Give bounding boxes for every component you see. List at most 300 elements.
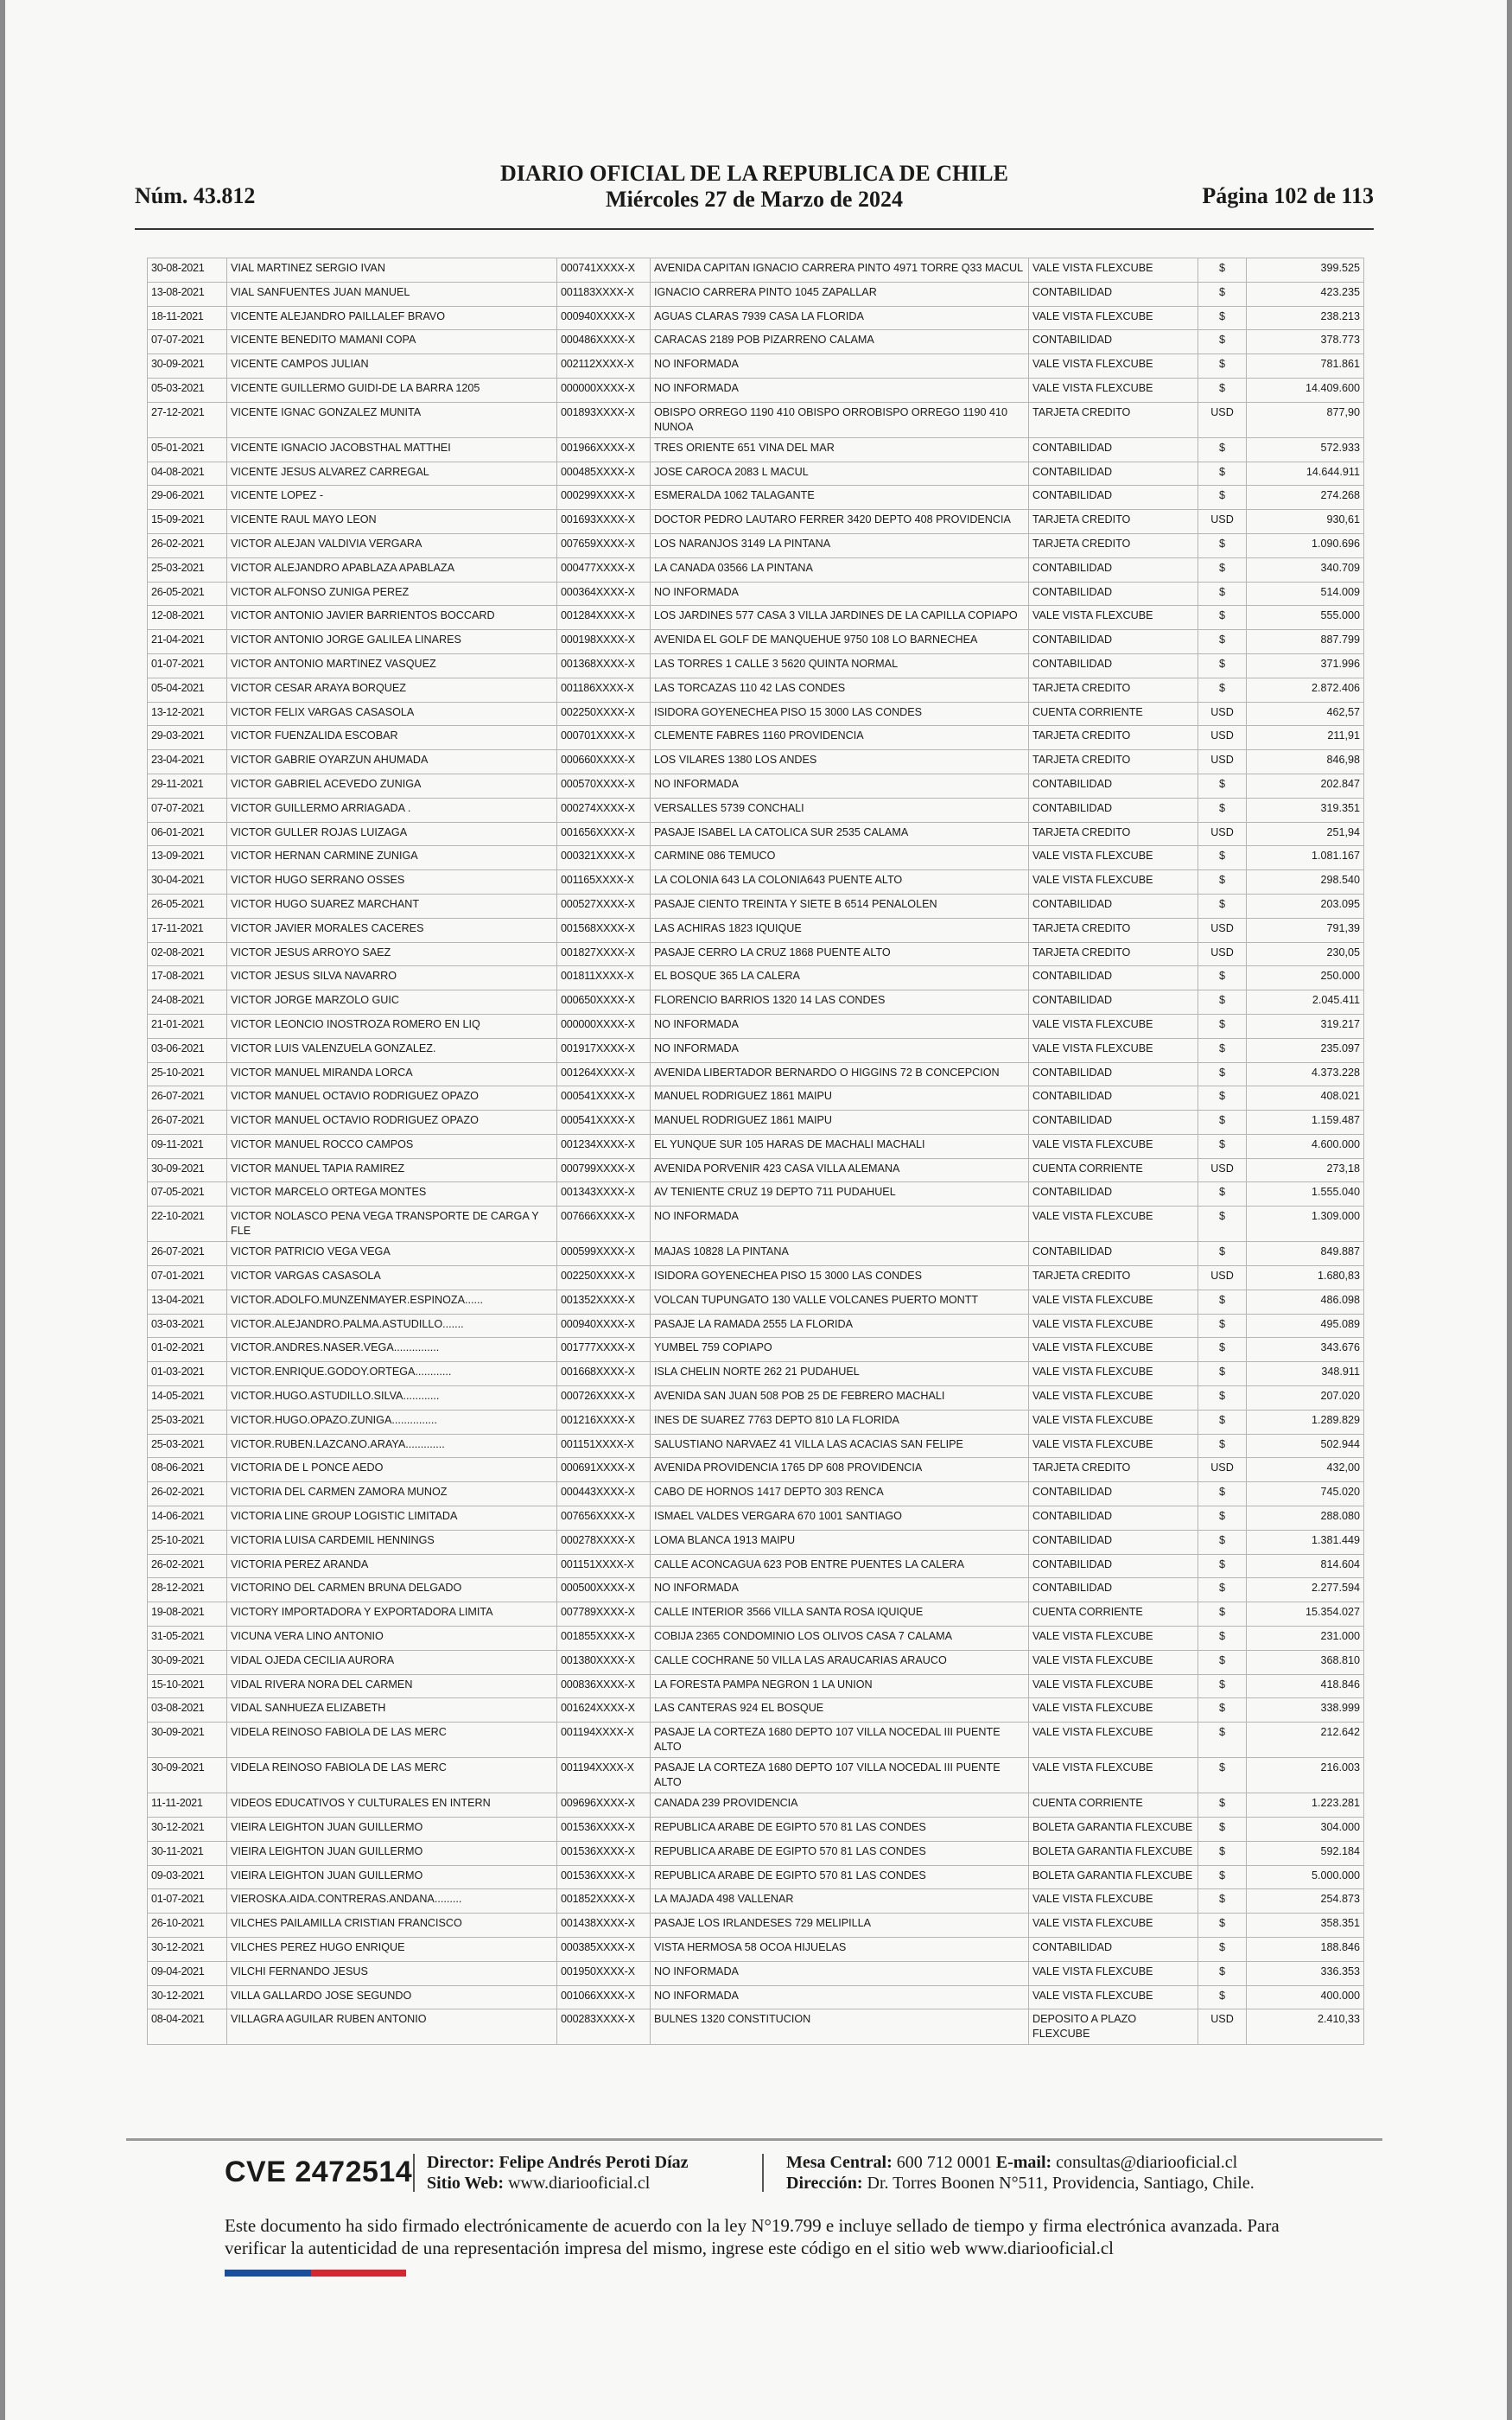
cell-name: VICTOR.ANDRES.NASER.VEGA............... (227, 1338, 557, 1362)
table-row (148, 378, 1364, 402)
cell-cur: USD (1198, 402, 1247, 437)
cell-date: 25-03-2021 (148, 1410, 227, 1434)
footer-divider (413, 2154, 415, 2192)
cell-acct: 001183XXXX-X (557, 282, 651, 306)
cell-type: TARJETA CREDITO (1029, 822, 1198, 846)
cell-name: VICTORIA PEREZ ARANDA (227, 1554, 557, 1578)
cell-amt: 304.000 (1247, 1818, 1364, 1842)
cell-acct: 000486XXXX-X (557, 330, 651, 354)
cell-name: VIDAL SANHUEZA ELIZABETH (227, 1698, 557, 1723)
cell-address: LA MAJADA 498 VALLENAR (651, 1889, 1029, 1914)
cell-acct: 000321XXXX-X (557, 846, 651, 870)
table-row (148, 822, 1364, 846)
footer-rule (126, 2138, 1382, 2141)
cell-address: ISLA CHELIN NORTE 262 21 PUDAHUEL (651, 1362, 1029, 1386)
cell-acct: 001352XXXX-X (557, 1290, 651, 1314)
cell-acct: 001380XXXX-X (557, 1650, 651, 1674)
cell-date: 26-05-2021 (148, 582, 227, 606)
email-label: E-mail: (995, 2153, 1052, 2172)
cell-name: VICTORIA DE L PONCE AEDO (227, 1458, 557, 1482)
table-row (148, 1554, 1364, 1578)
cell-cur: $ (1198, 653, 1247, 678)
cell-name: VICENTE CAMPOS JULIAN (227, 354, 557, 379)
cell-amt: 555.000 (1247, 606, 1364, 630)
cell-type: CONTABILIDAD (1029, 1938, 1198, 1962)
cell-address: PASAJE LA CORTEZA 1680 DEPTO 107 VILLA NOCEDAL III PUENTE ALTO (651, 1723, 1029, 1758)
cell-name: VICTOR GULLER ROJAS LUIZAGA (227, 822, 557, 846)
cell-acct: 000650XXXX-X (557, 990, 651, 1015)
cell-cur: $ (1198, 1182, 1247, 1207)
cell-date: 01-07-2021 (148, 1889, 227, 1914)
cell-acct: 001950XXXX-X (557, 1961, 651, 1985)
table-row (148, 630, 1364, 654)
table-row (148, 1985, 1364, 2009)
cell-name: VICENTE IGNACIO JACOBSTHAL MATTHEI (227, 437, 557, 462)
cell-date: 03-06-2021 (148, 1038, 227, 1062)
cell-acct: 000500XXXX-X (557, 1578, 651, 1602)
table-row (148, 1338, 1364, 1362)
cell-amt: 298.540 (1247, 870, 1364, 895)
cell-amt: 877,90 (1247, 402, 1364, 437)
cell-date: 28-12-2021 (148, 1578, 227, 1602)
cell-acct: 002250XXXX-X (557, 702, 651, 726)
cell-cur: $ (1198, 1338, 1247, 1362)
cell-type: CONTABILIDAD (1029, 1086, 1198, 1111)
cell-type: CONTABILIDAD (1029, 990, 1198, 1015)
table-row (148, 1134, 1364, 1158)
table-row (148, 1242, 1364, 1266)
cell-name: VIEIRA LEIGHTON JUAN GUILLERMO (227, 1841, 557, 1865)
cell-cur: $ (1198, 533, 1247, 557)
cell-name: VICTOR MANUEL TAPIA RAMIREZ (227, 1158, 557, 1182)
cell-date: 07-05-2021 (148, 1182, 227, 1207)
table-row (148, 1410, 1364, 1434)
cell-amt: 207.020 (1247, 1386, 1364, 1411)
table-row (148, 1038, 1364, 1062)
cell-amt: 1.289.829 (1247, 1410, 1364, 1434)
cell-date: 25-03-2021 (148, 557, 227, 582)
cell-name: VICTOR.HUGO.OPAZO.ZUNIGA............... (227, 1410, 557, 1434)
cell-amt: 212.642 (1247, 1723, 1364, 1758)
cell-name: VICTOR ANTONIO MARTINEZ VASQUEZ (227, 653, 557, 678)
cell-date: 12-08-2021 (148, 606, 227, 630)
cell-address: AVENIDA CAPITAN IGNACIO CARRERA PINTO 4971 TORRE Q33 MACUL (651, 258, 1029, 283)
cell-date: 13-09-2021 (148, 846, 227, 870)
cell-cur: $ (1198, 1698, 1247, 1723)
cell-cur: USD (1198, 1458, 1247, 1482)
table-row (148, 942, 1364, 966)
cell-date: 05-03-2021 (148, 378, 227, 402)
table-row (148, 774, 1364, 798)
cell-date: 22-10-2021 (148, 1207, 227, 1242)
table-row (148, 1062, 1364, 1086)
cell-name: VIAL SANFUENTES JUAN MANUEL (227, 282, 557, 306)
cell-acct: 000299XXXX-X (557, 486, 651, 510)
cell-address: FLORENCIO BARRIOS 1320 14 LAS CONDES (651, 990, 1029, 1015)
cell-acct: 002112XXXX-X (557, 354, 651, 379)
cell-amt: 592.184 (1247, 1841, 1364, 1865)
cell-cur: USD (1198, 822, 1247, 846)
cell-amt: 887.799 (1247, 630, 1364, 654)
cell-cur: USD (1198, 1158, 1247, 1182)
cell-amt: 930,61 (1247, 510, 1364, 534)
cell-cur: $ (1198, 606, 1247, 630)
cell-type: VALE VISTA FLEXCUBE (1029, 1674, 1198, 1698)
cell-name: VIDEOS EDUCATIVOS Y CULTURALES EN INTERN (227, 1793, 557, 1818)
cell-address: LOS JARDINES 577 CASA 3 VILLA JARDINES DE LA CAPILLA COPIAPO (651, 606, 1029, 630)
cell-date: 30-09-2021 (148, 1650, 227, 1674)
cell-name: VILCHES PEREZ HUGO ENRIQUE (227, 1938, 557, 1962)
cell-amt: 288.080 (1247, 1506, 1364, 1531)
cell-date: 15-09-2021 (148, 510, 227, 534)
cell-cur: $ (1198, 1014, 1247, 1038)
cell-cur: USD (1198, 918, 1247, 942)
cell-amt: 502.944 (1247, 1434, 1364, 1458)
table-row (148, 330, 1364, 354)
cell-type: VALE VISTA FLEXCUBE (1029, 1290, 1198, 1314)
cell-name: VILCHES PAILAMILLA CRISTIAN FRANCISCO (227, 1914, 557, 1938)
cell-address: COBIJA 2365 CONDOMINIO LOS OLIVOS CASA 7 CALAMA (651, 1627, 1029, 1651)
cell-date: 21-01-2021 (148, 1014, 227, 1038)
cell-cur: $ (1198, 354, 1247, 379)
cell-amt: 343.676 (1247, 1338, 1364, 1362)
cell-name: VIEIRA LEIGHTON JUAN GUILLERMO (227, 1865, 557, 1889)
cell-type: CONTABILIDAD (1029, 282, 1198, 306)
table-row (148, 1458, 1364, 1482)
cell-address: NO INFORMADA (651, 378, 1029, 402)
cell-acct: 001536XXXX-X (557, 1841, 651, 1865)
cell-type: TARJETA CREDITO (1029, 510, 1198, 534)
cell-cur: $ (1198, 870, 1247, 895)
table-row (148, 1674, 1364, 1698)
table-row (148, 282, 1364, 306)
cell-acct: 000198XXXX-X (557, 630, 651, 654)
cell-type: CUENTA CORRIENTE (1029, 702, 1198, 726)
cell-name: VICTOR MANUEL MIRANDA LORCA (227, 1062, 557, 1086)
cell-date: 03-08-2021 (148, 1698, 227, 1723)
cell-type: CONTABILIDAD (1029, 1506, 1198, 1531)
cell-date: 27-12-2021 (148, 402, 227, 437)
table-row (148, 966, 1364, 990)
table-row (148, 306, 1364, 330)
cve-code: CVE 2472514 (225, 2156, 413, 2188)
cell-date: 05-01-2021 (148, 437, 227, 462)
cell-address: INES DE SUAREZ 7763 DEPTO 810 LA FLORIDA (651, 1410, 1029, 1434)
cell-acct: 007789XXXX-X (557, 1602, 651, 1627)
cell-name: VICTOR JESUS SILVA NAVARRO (227, 966, 557, 990)
cell-date: 08-04-2021 (148, 2009, 227, 2045)
cell-acct: 000541XXXX-X (557, 1086, 651, 1111)
cell-address: MAJAS 10828 LA PINTANA (651, 1242, 1029, 1266)
cell-amt: 1.309.000 (1247, 1207, 1364, 1242)
cell-cur: $ (1198, 966, 1247, 990)
cell-amt: 2.872.406 (1247, 678, 1364, 702)
cell-cur: $ (1198, 1818, 1247, 1842)
web-link[interactable]: www.diariooficial.cl (508, 2174, 651, 2193)
cell-acct: 007659XXXX-X (557, 533, 651, 557)
cell-amt: 400.000 (1247, 1985, 1364, 2009)
cell-type: VALE VISTA FLEXCUBE (1029, 846, 1198, 870)
legal-notice: Este documento ha sido firmado electrónicamente de acuerdo con la ley N°19.799 e incluye sellado de tiempo y firma electrónica avanzada. Para verificar la autenticidad de una representación impresa del mismo, ingrese este código en el sitio web www.diariooficial.cl (225, 2215, 1280, 2258)
cell-acct: 000799XXXX-X (557, 1158, 651, 1182)
cell-cur: $ (1198, 557, 1247, 582)
cell-amt: 250.000 (1247, 966, 1364, 990)
cell-type: TARJETA CREDITO (1029, 750, 1198, 774)
cell-name: VICTOR.ENRIQUE.GODOY.ORTEGA............ (227, 1362, 557, 1386)
table-row (148, 798, 1364, 822)
cell-cur: $ (1198, 990, 1247, 1015)
table-row (148, 582, 1364, 606)
cell-type: CONTABILIDAD (1029, 653, 1198, 678)
cell-cur: $ (1198, 798, 1247, 822)
cell-acct: 001624XXXX-X (557, 1698, 651, 1723)
cell-amt: 251,94 (1247, 822, 1364, 846)
cell-type: CONTABILIDAD (1029, 582, 1198, 606)
cell-acct: 001668XXXX-X (557, 1362, 651, 1386)
cell-cur: USD (1198, 702, 1247, 726)
cell-name: VICTOR GABRIE OYARZUN AHUMADA (227, 750, 557, 774)
cell-acct: 001855XXXX-X (557, 1627, 651, 1651)
cell-amt: 2.277.594 (1247, 1578, 1364, 1602)
cell-amt: 238.213 (1247, 306, 1364, 330)
cell-type: VALE VISTA FLEXCUBE (1029, 258, 1198, 283)
cell-cur: $ (1198, 846, 1247, 870)
cell-date: 09-03-2021 (148, 1865, 227, 1889)
cell-type: CONTABILIDAD (1029, 1242, 1198, 1266)
cell-address: LA CANADA 03566 LA PINTANA (651, 557, 1029, 582)
cell-type: VALE VISTA FLEXCUBE (1029, 1362, 1198, 1386)
cell-amt: 1.555.040 (1247, 1182, 1364, 1207)
cell-date: 30-09-2021 (148, 1158, 227, 1182)
cell-name: VICTOR NOLASCO PENA VEGA TRANSPORTE DE CARGA Y FLE (227, 1207, 557, 1242)
cell-acct: 001852XXXX-X (557, 1889, 651, 1914)
table-row (148, 1266, 1364, 1290)
cell-address: CANADA 239 PROVIDENCIA (651, 1793, 1029, 1818)
cell-type: CONTABILIDAD (1029, 557, 1198, 582)
cell-type: VALE VISTA FLEXCUBE (1029, 1985, 1198, 2009)
cell-date: 26-02-2021 (148, 533, 227, 557)
cell-address: AVENIDA LIBERTADOR BERNARDO O HIGGINS 72 B CONCEPCION (651, 1062, 1029, 1086)
cell-acct: 000385XXXX-X (557, 1938, 651, 1962)
cell-cur: $ (1198, 1410, 1247, 1434)
cell-cur: $ (1198, 1482, 1247, 1506)
cell-date: 13-04-2021 (148, 1290, 227, 1314)
cell-address: AVENIDA PROVIDENCIA 1765 DP 608 PROVIDENCIA (651, 1458, 1029, 1482)
cell-address: NO INFORMADA (651, 774, 1029, 798)
cell-type: VALE VISTA FLEXCUBE (1029, 306, 1198, 330)
cell-address: CALLE INTERIOR 3566 VILLA SANTA ROSA IQUIQUE (651, 1602, 1029, 1627)
cell-cur: $ (1198, 1961, 1247, 1985)
cell-cur: $ (1198, 1578, 1247, 1602)
table-row (148, 846, 1364, 870)
cell-acct: 001656XXXX-X (557, 822, 651, 846)
footer-director-block (427, 2152, 689, 2194)
cell-cur: $ (1198, 1627, 1247, 1651)
cell-name: VICTORY IMPORTADORA Y EXPORTADORA LIMITA (227, 1602, 557, 1627)
cell-acct: 001151XXXX-X (557, 1554, 651, 1578)
email-link[interactable]: consultas@diariooficial.cl (1056, 2153, 1238, 2172)
cell-address: LAS CANTERAS 924 EL BOSQUE (651, 1698, 1029, 1723)
cell-cur: $ (1198, 1038, 1247, 1062)
cell-type: VALE VISTA FLEXCUBE (1029, 1314, 1198, 1338)
table-row (148, 1961, 1364, 1985)
cell-amt: 14.644.911 (1247, 462, 1364, 486)
table-row (148, 1207, 1364, 1242)
cell-acct: 001234XXXX-X (557, 1134, 651, 1158)
cell-type: VALE VISTA FLEXCUBE (1029, 1627, 1198, 1651)
cell-address: MANUEL RODRIGUEZ 1861 MAIPU (651, 1111, 1029, 1135)
cell-amt: 418.846 (1247, 1674, 1364, 1698)
table-row (148, 1158, 1364, 1182)
cell-date: 30-12-2021 (148, 1938, 227, 1962)
cell-address: VOLCAN TUPUNGATO 130 VALLE VOLCANES PUERTO MONTT (651, 1290, 1029, 1314)
table-row (148, 678, 1364, 702)
cell-amt: 495.089 (1247, 1314, 1364, 1338)
cell-type: CONTABILIDAD (1029, 1530, 1198, 1554)
page-number: Página 102 de 113 (1202, 183, 1374, 208)
cell-acct: 000570XXXX-X (557, 774, 651, 798)
table-row (148, 1434, 1364, 1458)
cell-cur: $ (1198, 1985, 1247, 2009)
cell-address: NO INFORMADA (651, 1985, 1029, 2009)
cell-acct: 009696XXXX-X (557, 1793, 651, 1818)
cell-name: VICTORINO DEL CARMEN BRUNA DELGADO (227, 1578, 557, 1602)
table-row (148, 486, 1364, 510)
issue-number: Núm. 43.812 (135, 183, 256, 208)
cell-type: VALE VISTA FLEXCUBE (1029, 1914, 1198, 1938)
cell-address: MANUEL RODRIGUEZ 1861 MAIPU (651, 1086, 1029, 1111)
cell-address: IGNACIO CARRERA PINTO 1045 ZAPALLAR (651, 282, 1029, 306)
table-row (148, 653, 1364, 678)
cell-type: VALE VISTA FLEXCUBE (1029, 1723, 1198, 1758)
cell-amt: 745.020 (1247, 1482, 1364, 1506)
cell-name: VICENTE LOPEZ - (227, 486, 557, 510)
cell-acct: 001693XXXX-X (557, 510, 651, 534)
table-row (148, 1506, 1364, 1531)
cell-address: VERSALLES 5739 CONCHALI (651, 798, 1029, 822)
records-table (147, 258, 1364, 2045)
cell-name: VICTORIA LUISA CARDEMIL HENNINGS (227, 1530, 557, 1554)
table-row (148, 1182, 1364, 1207)
cell-amt: 371.996 (1247, 653, 1364, 678)
cell-date: 29-06-2021 (148, 486, 227, 510)
table-row (148, 918, 1364, 942)
cell-address: AGUAS CLARAS 7939 CASA LA FLORIDA (651, 306, 1029, 330)
cell-type: VALE VISTA FLEXCUBE (1029, 378, 1198, 402)
table-row (148, 1841, 1364, 1865)
cell-amt: 188.846 (1247, 1938, 1364, 1962)
cell-type: CONTABILIDAD (1029, 798, 1198, 822)
cell-name: VICTOR HUGO SUAREZ MARCHANT (227, 894, 557, 918)
cell-date: 26-02-2021 (148, 1554, 227, 1578)
cell-type: TARJETA CREDITO (1029, 678, 1198, 702)
table-row (148, 533, 1364, 557)
cell-date: 23-04-2021 (148, 750, 227, 774)
address-label: Dirección: (786, 2174, 863, 2193)
cell-amt: 254.873 (1247, 1889, 1364, 1914)
cell-acct: 001827XXXX-X (557, 942, 651, 966)
publication-title: DIARIO OFICIAL DE LA REPUBLICA DE CHILE (499, 161, 1008, 186)
cell-name: VICTOR JESUS ARROYO SAEZ (227, 942, 557, 966)
cell-address: ISIDORA GOYENECHEA PISO 15 3000 LAS CONDES (651, 1266, 1029, 1290)
cell-amt: 423.235 (1247, 282, 1364, 306)
footer-divider-2 (762, 2154, 764, 2192)
table-row (148, 1723, 1364, 1758)
cell-type: CONTABILIDAD (1029, 330, 1198, 354)
table-row (148, 1578, 1364, 1602)
cell-address: PASAJE ISABEL LA CATOLICA SUR 2535 CALAMA (651, 822, 1029, 846)
cell-type: VALE VISTA FLEXCUBE (1029, 606, 1198, 630)
cell-acct: 001966XXXX-X (557, 437, 651, 462)
cell-address: ISMAEL VALDES VERGARA 670 1001 SANTIAGO (651, 1506, 1029, 1531)
cell-type: VALE VISTA FLEXCUBE (1029, 1386, 1198, 1411)
cell-address: LA FORESTA PAMPA NEGRON 1 LA UNION (651, 1674, 1029, 1698)
cell-cur: $ (1198, 486, 1247, 510)
cell-amt: 203.095 (1247, 894, 1364, 918)
cell-cur: $ (1198, 678, 1247, 702)
cell-cur: $ (1198, 378, 1247, 402)
cell-cur: $ (1198, 306, 1247, 330)
cell-amt: 399.525 (1247, 258, 1364, 283)
cell-name: VICTOR CESAR ARAYA BORQUEZ (227, 678, 557, 702)
cell-acct: 001811XXXX-X (557, 966, 651, 990)
cell-name: VICTOR.RUBEN.LAZCANO.ARAYA............. (227, 1434, 557, 1458)
cell-date: 30-11-2021 (148, 1841, 227, 1865)
cell-date: 06-01-2021 (148, 822, 227, 846)
cell-name: VICTOR VARGAS CASASOLA (227, 1266, 557, 1290)
cell-acct: 001917XXXX-X (557, 1038, 651, 1062)
cell-acct: 000660XXXX-X (557, 750, 651, 774)
cell-address: CARACAS 2189 POB PIZARRENO CALAMA (651, 330, 1029, 354)
cell-name: VICTOR LUIS VALENZUELA GONZALEZ. (227, 1038, 557, 1062)
cell-acct: 001151XXXX-X (557, 1434, 651, 1458)
cell-amt: 408.021 (1247, 1086, 1364, 1111)
cell-address: NO INFORMADA (651, 1207, 1029, 1242)
cell-name: VILLA GALLARDO JOSE SEGUNDO (227, 1985, 557, 2009)
cell-cur: $ (1198, 1506, 1247, 1531)
cell-amt: 336.353 (1247, 1961, 1364, 1985)
cell-cur: USD (1198, 942, 1247, 966)
cell-name: VICUNA VERA LINO ANTONIO (227, 1627, 557, 1651)
cell-type: CONTABILIDAD (1029, 1062, 1198, 1086)
cell-date: 04-08-2021 (148, 462, 227, 486)
cell-address: YUMBEL 759 COPIAPO (651, 1338, 1029, 1362)
cell-date: 29-11-2021 (148, 774, 227, 798)
cell-type: DEPOSITO A PLAZO FLEXCUBE (1029, 2009, 1198, 2045)
table-row (148, 1627, 1364, 1651)
cell-date: 26-02-2021 (148, 1482, 227, 1506)
cell-type: TARJETA CREDITO (1029, 533, 1198, 557)
table-row (148, 354, 1364, 379)
cell-amt: 1.223.281 (1247, 1793, 1364, 1818)
cell-type: TARJETA CREDITO (1029, 726, 1198, 750)
table-row (148, 258, 1364, 283)
cell-amt: 338.999 (1247, 1698, 1364, 1723)
cell-cur: $ (1198, 1554, 1247, 1578)
table-row (148, 606, 1364, 630)
cell-amt: 211,91 (1247, 726, 1364, 750)
cell-cur: $ (1198, 437, 1247, 462)
cell-acct: 000541XXXX-X (557, 1111, 651, 1135)
cell-amt: 2.045.411 (1247, 990, 1364, 1015)
cell-cur: $ (1198, 582, 1247, 606)
cell-cur: $ (1198, 630, 1247, 654)
cell-type: VALE VISTA FLEXCUBE (1029, 1650, 1198, 1674)
cell-cur: $ (1198, 774, 1247, 798)
cell-amt: 846,98 (1247, 750, 1364, 774)
cell-acct: 001066XXXX-X (557, 1985, 651, 2009)
cell-amt: 1.090.696 (1247, 533, 1364, 557)
